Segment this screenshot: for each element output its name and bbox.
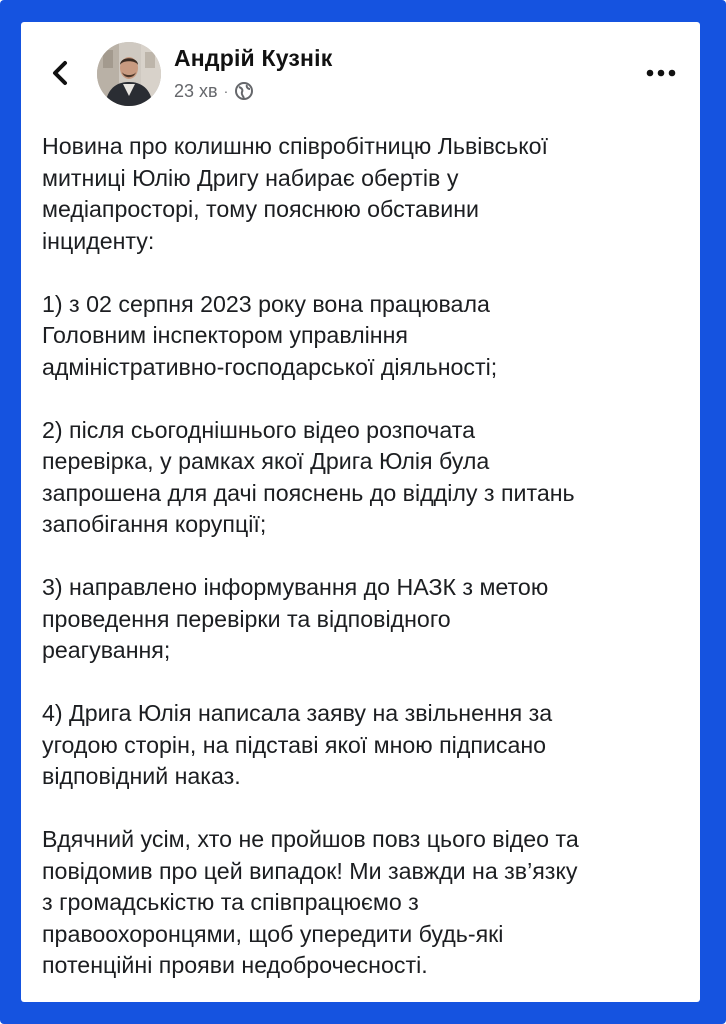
author-name[interactable]: Андрій Кузнік bbox=[174, 45, 333, 71]
post-card bbox=[21, 22, 700, 1002]
post-time[interactable]: 23 хв bbox=[174, 80, 218, 101]
post-paragraph: 3) направлено інформування до НАЗК з метою проведення перевірки та відповідного реагування; bbox=[42, 574, 549, 663]
post-header bbox=[21, 22, 700, 122]
post-text bbox=[42, 131, 692, 982]
avatar[interactable] bbox=[97, 42, 161, 106]
back-button[interactable] bbox=[43, 56, 77, 90]
post-paragraph: 1) з 02 серпня 2023 року вона працювала Головним інспектором управління адміністративно-господарської діяльності; bbox=[42, 290, 498, 380]
post-paragraph: 2) після сьогоднішнього відео розпочата перевірка, у рамках якої Дрига Юлія була запрошена для дачі пояснень до відділу з питань запобігання корупції; bbox=[42, 416, 575, 537]
meta-separator: · bbox=[223, 83, 229, 99]
profile-photo bbox=[97, 42, 161, 106]
more-options-button[interactable] bbox=[641, 60, 681, 86]
post-paragraph: 4) Дрига Юлія написала заяву на звільнення за угодою сторін, на підставі якої мною підписано відповідний наказ. bbox=[42, 700, 553, 789]
chevron-left-icon bbox=[48, 58, 72, 88]
post-paragraph: Новина про колишню співробітницю Львівської митниці Юлію Дригу набирає обертів у медіапросторі, тому пояснюю обставини інциденту: bbox=[42, 133, 548, 254]
post-meta bbox=[174, 79, 254, 103]
globe-icon[interactable] bbox=[234, 81, 254, 101]
post-paragraph: Вдячний усім, хто не пройшов повз цього відео та повідомив про цей випадок! Ми завжди на зв’язку з громадськістю та співпрацюємо з правоохоронцями, щоб упередити будь-які потенційні прояви недоброчесності. bbox=[42, 826, 579, 978]
more-horizontal-icon bbox=[646, 69, 676, 77]
